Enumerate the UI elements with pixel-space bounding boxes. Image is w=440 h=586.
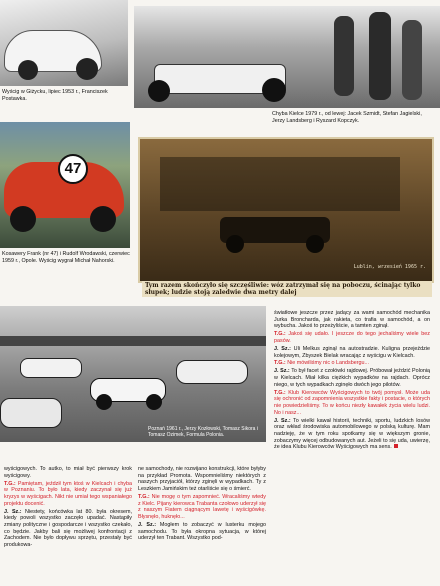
bm-p2-speaker: J. Sz.:	[138, 522, 156, 528]
rc-p5	[274, 390, 430, 417]
rc-p6-text: To wielki kawał historii, techniki, sportu, ludzkich losów oraz wkład środowiska automobilowego w polską kulturę. Mam nadzieję, że w tym roku spotkamy się w większym gronie, zobaczymy więcej odbudowanych aut. Jeżeli to się uda, uwierzę, że idea Klubu Kierowców Wyścigowych ma sens.	[274, 417, 430, 451]
photo-poznan	[0, 306, 266, 442]
rc-p0-text: światłowe jeszcze przez jadący za wami samochód mechanika Jurka Broncharda, jak rakieta, co trafia w samochód, a on wybucha. Jakoś to przeżyliście, a tamten zginął.	[274, 310, 430, 330]
bm-p1-text: Nie mogę o tym zapomnieć. Wracaliśmy wtedy z Kielc. Pijany kierowca Trabanta czołowo uderzył się z naszym Fiatem ciągnącym lawetę i wyścigówkę. Błysnęło, huknęło...	[138, 494, 266, 521]
photo-lublin	[138, 137, 434, 283]
rc-p0	[274, 310, 430, 330]
photo-kielce	[134, 6, 440, 108]
rc-p1-speaker: T.G.:	[274, 331, 286, 338]
rc-p3-text: Nie mówiliśmy nic o Landsbergu...	[287, 360, 369, 367]
caption-lublin: Tym razem skończyło się szczęśliwie: wóz zatrzymał się na poboczu, ścinając tylko słupek; ludzie stoją zaledwie dwa metry dalej	[142, 281, 432, 297]
right-column	[274, 310, 430, 452]
bm-p0-text: ne samochody, nie rozwijano konstrukcji, które byłyby na przykład Promota. Wspomnieliśmy niektórych z naszych przyjaciół, którzy zginęli w wypadkach. Ty z Leszkiem Jamińskim też otarliście się o śmierć.	[138, 466, 266, 493]
bl-p1	[4, 481, 132, 508]
rc-p4-speaker: J. Sz.:	[274, 368, 290, 375]
photo-opole	[0, 122, 130, 248]
rc-p3-speaker: T.G.:	[274, 360, 286, 367]
rc-p2	[274, 346, 430, 359]
bm-p0	[138, 466, 266, 493]
bl-p1-speaker: T.G.:	[4, 480, 16, 487]
photo-date-stamp: Lublin, wrzesień 1965 r.	[353, 264, 426, 270]
caption-kielce: Chyba Kielce 1979 r., od lewej: Jacek Szmidt, Stefan Jagielski, Jerzy Landsberg i Ryszard Kopczyk.	[272, 111, 422, 124]
bl-p0-text: wyścigowych. To autko, to miał być pierwszy krok wyścigowy.	[4, 466, 132, 479]
bl-p0	[4, 466, 132, 479]
rc-p3	[274, 360, 430, 367]
caption-gizycko: Wyścig w Giżycku, lipiec 1953 r., Franciszek Postawka.	[2, 89, 108, 102]
bl-p2-speaker: J. Sz.:	[4, 508, 22, 515]
bm-p1	[138, 494, 266, 521]
car-number-47: 47	[58, 154, 88, 184]
rc-p2-text: Uli Melkus zginął na autostradzie. Kuligna przejeździe kolejowym, Zbyszek Bielak wracając z wyścigu w Kielcach.	[274, 345, 430, 359]
rc-p4	[274, 368, 430, 388]
rc-p2-speaker: J. Sz.:	[274, 345, 291, 352]
rc-p5-text: Klub Kierowców Wyścigowych to twój pomysł. Może uda się ochronić od zapomnienia wszystkie fakty i postacie, o których nie powiedzieliśmy. To w końcu niezły kawałek życia wielu ludzi. No i nasz...	[274, 389, 430, 416]
rc-p1-text: Jakoś się udało. I jeszcze do tego jechaliśmy wiele bez pasów.	[274, 331, 430, 344]
bl-p1-text: Pamiętam, jeździł tym ktoś w Kielcach i chyba w Poznaniu. To było lata, kiedy zaczynał się już kryzys w wyścigach. Nikt nie umiał tego wspaniałego projektu docenić.	[4, 480, 133, 507]
rc-p6	[274, 418, 430, 452]
rc-p5-speaker: T.G.:	[274, 389, 286, 396]
bl-p2	[4, 509, 132, 549]
rc-p4-text: To był facet z czołówki rajdowej. Próbował jeździć Polonią w Kielcach. Miał kilka ciężkich wypadków na rajdach. Oprócz niego, w tych wypadkach zginęło dwóch jego pilotów.	[274, 368, 431, 388]
caption-poznan: Poznań 1961 r., Jerzy Kozłowski, Tomasz Sikora i Tomasz Ozimek, Formula Polonia.	[148, 426, 258, 439]
bm-p1-speaker: T.G.:	[138, 494, 150, 500]
caption-opole: Kosawery Frank (nr 47) i Rudolf Wrodawski, czerwiec 1959 r., Opole. Wyścig wygrał Michał Nahorski.	[2, 251, 130, 264]
bm-p2-text: Mogłem to zobaczyć w lusterku mojego samochodu. To była okropna sytuacja, w której uderzył ten Trabant. Wszystko pod-	[138, 522, 266, 542]
rc-p6-speaker: J. Sz.:	[274, 417, 291, 424]
end-mark	[394, 444, 398, 448]
bm-p2	[138, 522, 266, 542]
bottom-left-column	[4, 466, 132, 550]
bottom-middle-column	[138, 466, 266, 543]
photo-gizycko	[0, 0, 128, 86]
rc-p1	[274, 331, 430, 344]
bl-p2-text: Niestety, końcówka lat 80. była okresem, kiedy powoli wszystko zaczęło upadać. Nastąpiły zmiany polityczne i gospodarcze i wszystko czekało, co będzie. Jakby bali się możliwej konfrontacji z Zachodem. Nie było dopływu sprzętu, przestały być produkowa-	[4, 508, 133, 549]
